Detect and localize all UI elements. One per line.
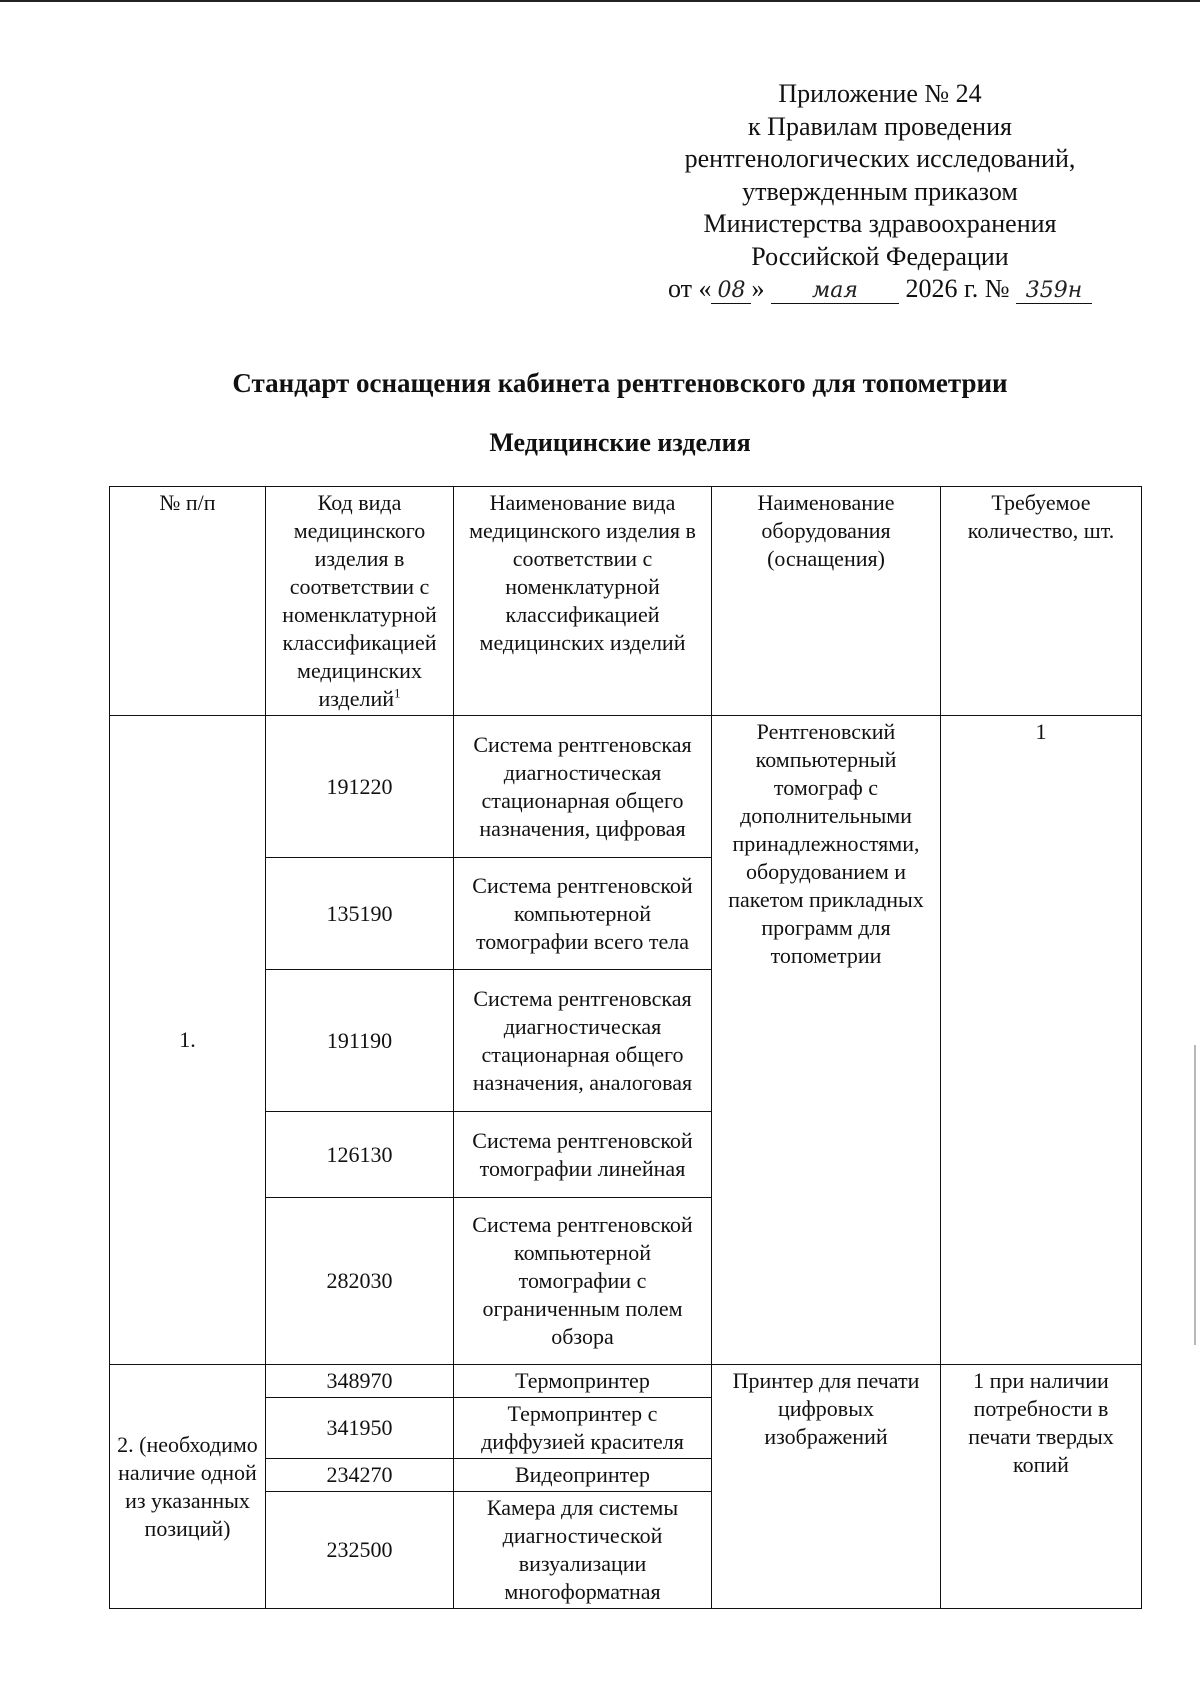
item-name: Термопринтер с диффузией красителя: [454, 1398, 712, 1459]
header-num: № п/п: [110, 487, 266, 716]
item-name: Термопринтер: [454, 1365, 712, 1398]
order-month: мая: [771, 279, 899, 304]
order-year: 2026 г. №: [905, 274, 1010, 303]
table-row: [110, 716, 1142, 858]
group-quantity: 1 при наличии потребности в печати твердых копий: [941, 1365, 1142, 1609]
item-name: Видеопринтер: [454, 1459, 712, 1492]
item-code: 282030: [266, 1198, 454, 1365]
header-code: [266, 487, 454, 716]
header-equipment-name: Наименование оборудования (оснащения): [712, 487, 941, 716]
appendix-country: Российской Федерации: [751, 241, 1009, 271]
order-day: 08: [711, 279, 751, 304]
item-code: 232500: [266, 1492, 454, 1609]
appendix-header: [600, 78, 1160, 306]
item-name: Система рентгеновская диагностическая стационарная общего назначения, аналоговая: [454, 970, 712, 1112]
item-code: 191190: [266, 970, 454, 1112]
date-prefix: от «: [667, 274, 712, 303]
group-num: 2. (необходимо наличие одной из указанных позиций): [110, 1365, 266, 1609]
item-name: Система рентгеновская диагностическая стационарная общего назначения, цифровая: [454, 716, 712, 858]
item-code: 341950: [266, 1398, 454, 1459]
item-name: Система рентгеновской томографии линейная: [454, 1112, 712, 1198]
item-code: 126130: [266, 1112, 454, 1198]
item-code: 135190: [266, 858, 454, 970]
footnote-mark: 1: [394, 685, 401, 701]
scan-edge-mark: [1194, 1045, 1196, 1345]
appendix-approved: утвержденным приказом: [742, 176, 1018, 206]
item-name: Система рентгеновской компьютерной томографии с ограниченным полем обзора: [454, 1198, 712, 1365]
item-code: 191220: [266, 716, 454, 858]
appendix-ministry: Министерства здравоохранения: [703, 209, 1057, 238]
header-code-text: Код вида медицинского изделия в соответствии с номенклатурной классификацией медицинских изделий: [282, 490, 437, 711]
appendix-number: Приложение № 24: [778, 79, 982, 108]
item-name: Система рентгеновской компьютерной томографии всего тела: [454, 858, 712, 970]
document-subtitle: Медицинские изделия: [489, 428, 751, 457]
group-quantity: 1: [941, 716, 1142, 1365]
date-mid: »: [751, 274, 765, 303]
equipment-table: [109, 486, 1142, 1609]
group-equipment: Принтер для печати цифровых изображений: [712, 1365, 941, 1609]
item-code: 234270: [266, 1459, 454, 1492]
table-row: [110, 1365, 1142, 1398]
document-title: Стандарт оснащения кабинета рентгеновского для топометрии: [232, 368, 1008, 398]
appendix-rules-name: рентгенологических исследований,: [684, 144, 1076, 173]
item-name: Камера для системы диагностической визуализации многоформатная: [454, 1492, 712, 1609]
header-kind-name: Наименование вида медицинского изделия в соответствии с номенклатурной классификацией медицинских изделий: [454, 487, 712, 716]
header-quantity: Требуемое количество, шт.: [941, 487, 1142, 716]
item-code: 348970: [266, 1365, 454, 1398]
group-num: 1.: [110, 716, 266, 1365]
group-equipment: Рентгеновский компьютерный томограф с дополнительными принадлежностями, оборудованием и пакетом прикладных программ для топометрии: [712, 716, 941, 1365]
appendix-rules-ref: к Правилам проведения: [748, 111, 1012, 141]
appendix-order-line: [600, 273, 1160, 306]
table-header-row: [110, 487, 1142, 716]
order-number: 359н: [1016, 279, 1092, 304]
scan-top-border: [0, 0, 1200, 2]
